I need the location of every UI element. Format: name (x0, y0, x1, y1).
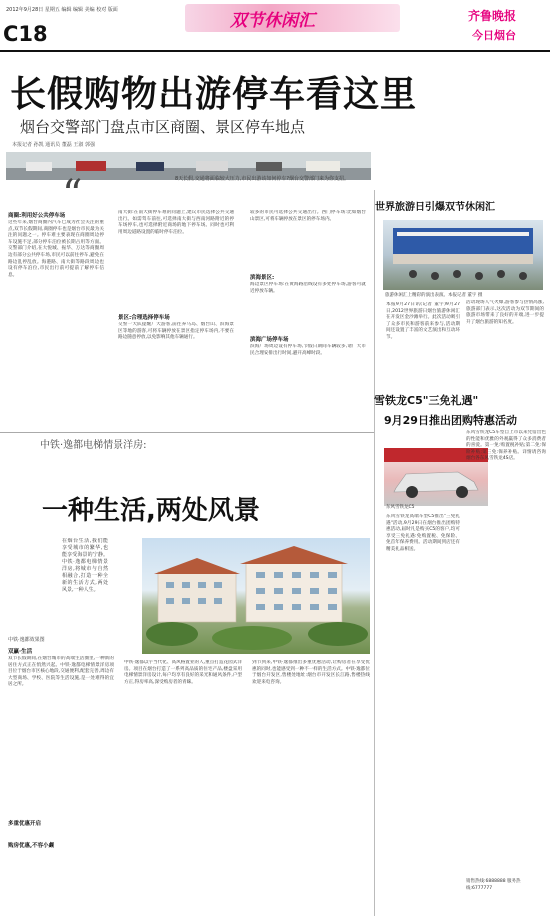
article-column-2 (118, 210, 234, 426)
article2-column-2: 中铁·逸都以宇当代化、高风格置业的人,重点打造花园式洋房。项目在烟台打造了一系列高品质的住宅产品,楼盘采用电梯情景洋房设计,每户均享有良好的采光和通风条件,户型方正,得房率高,深受购房者的青睐。 (124, 660, 242, 685)
column-text: 双节长假期间,在烟台城市的高端生活圈里,一种新的居住方式正在悄然兴起。中铁·逸都电梯情景洋房项目位于烟台市区核心地段,交通便利,配套完善,周边有大型商场、学校、医院等生活设施,是一处难得的宜居之所。 (8, 656, 114, 688)
article2-column-3: 到节到来,中铁·逸都推出多重优惠活动,让购房者在享受优惠的同时,也能感受到一种不一样的生活方式。中铁·逸都位于烟台开发区,售楼处地址:烟台市开发区长江路,售楼热线欢迎来电咨询。 (252, 660, 370, 685)
article-column-3 (250, 210, 366, 424)
building-caption: 中铁·逸都效果图 (8, 637, 45, 643)
right-headline-1: 世界旅游日引爆双节休闲汇 (375, 202, 495, 213)
masthead-subtitle: 今日烟台 (472, 29, 516, 42)
column-text: 这些年来,烟台商圈内汽车已成为社会关注的重点,双节长假期间,商圈停车也是烟台市民最为关注的问题之一。停车难主要表现在商圈周边停车设施不足,部分停车泊位被长期占用等方面。交警部门介绍,在大悦城、振华、万达等商圈周边有部分公共停车场,市民可以前往停车,避免在路边乱停乱放。海港路、南大街等路段周边也设有停车泊位,市民出行前可提前了解停车信息。 (8, 220, 104, 278)
section-subhead: 滨海景区: (250, 275, 275, 281)
byline: 本报记者 孙凯 通讯员 董磊 王淑 郭强 (12, 142, 95, 148)
quote-mark-icon: “ (62, 172, 83, 218)
column-text: 较多的市民可选择公共交通出行。西门停车场:比如烟台山景区,可将车辆停放在景区的停车场内。 (250, 210, 366, 222)
section-subhead: 购房优惠,不容小觑 (8, 843, 55, 849)
main-subhead: 烟台交警部门盘点市区商圈、景区停车地点 (20, 118, 306, 136)
article2-headline: 一种生活,两处风景 (42, 496, 260, 526)
section-subhead: 双赢·生活 (8, 649, 33, 655)
section-divider (0, 432, 375, 433)
tourism-photo-caption: 旅游休闲汇上精彩的演出表演。本报记者 董宇 摄 (385, 293, 483, 298)
page-number: C18 (3, 22, 48, 46)
building-rendering-photo (142, 538, 370, 654)
right-column-text-3: 东风雪铁龙高端车型C5推出"三免礼遇"活动,9月29日在烟台推出团购特惠活动,届时凡是购买C5的客户,均可享受三免礼遇:免购置税、免保险、免首年保养费用。活动期间到店还有精美礼品相送。 (386, 514, 460, 552)
column-text: 南大街:在南大街停车难的问题上,建议市民选择公共交通出行。如需驾车前往,可选择南大街与西南河路附近的停车场停车,也可选择附近商场的地下停车场。同时也可利用周边道路设置的临时停车泊位。 (118, 210, 234, 235)
right-column-rule (374, 190, 375, 916)
section-subhead: 多重优惠开启 (8, 821, 42, 827)
right-column-text-2: 活动现场人气火爆,游客参与热情高涨,旅游部门表示,这次活动为双节期间的旅游市场带来了良好的开端,进一步提升了烟台旅游的知名度。 (466, 300, 544, 325)
banner-title: 双节休闲汇 (230, 11, 315, 31)
right-headline-2: 雪铁龙C5"三免礼遇" (374, 394, 479, 407)
main-headline: 长假购物出游停车看这里 (10, 74, 418, 115)
photo-caption: 8天长假,交通将面临较大压力,市民出游该如何停车?烟台交警部门来为你支招。 (175, 176, 350, 182)
masthead-logo: 齐鲁晚报 (468, 9, 517, 23)
tourism-event-photo (383, 220, 543, 290)
section-subhead: 景区:合理选择停车场 (118, 315, 170, 321)
column-text: 海边景区停车场:在黄海路沿线设有多处停车场,游客可就近停放车辆。 (250, 282, 366, 294)
right-column-text-4: 东风雪铁龙C5车型自上市以来凭借出色的性能和优雅的外观赢得了众多消费者的喜爱。第一免:购置税补贴;第二免:保险补贴;第三免:保养补贴。详情请咨询烟台各东风雪铁龙4S店。 (466, 430, 546, 462)
right-column-text-1: 本报9月27日讯(记者 董宇)9月27日,2012世界旅游日烟台旅游休闲汇在开发区金沙滩举行。此次活动吸引了众多市民和游客前来参与,活动期间还设置了丰富的文艺演出和互动环节。 (386, 302, 460, 340)
stage-illustration (383, 220, 543, 290)
right-headline-3: 9月29日推出团购特惠活动 (384, 414, 517, 427)
column-text: 滨海广场周边设有停车场,节假日期间车辆较多,请广大市民合理安排出行时间,避开高峰时段。 (250, 344, 366, 356)
section-subhead: 商圈:利用好公共停车场 (8, 213, 66, 219)
date-line: 2012年9月28日 星期五 编辑 编辑 美编 校对 版面 (6, 7, 118, 13)
column-text: 交警一大队提醒广大游客,前往养马岛、烟台山、滨海景区等地的游客,可将车辆停放在景区指定停车场内,不要在路边随意停放,以免影响其他车辆通行。 (118, 322, 234, 341)
car-photo-caption: 东风雪铁龙C5 (386, 505, 415, 510)
article2-column-1 (8, 648, 114, 850)
section-subhead: 滨海广场停车场 (250, 337, 289, 343)
article2-kicker: 中铁·逸都电梯情景洋房: (40, 440, 147, 451)
top-rule (0, 50, 550, 52)
contact-info: 销售热线:6888888 服务热线:6777777 (466, 879, 521, 891)
article2-deck: 在烟台生活,我们能享受城市的繁华,也能享受海景的宁静。中铁·逸都电梯情景洋房,将城市与自然相融合,打造一种全新的生活方式,两处风景,一种人生。 (62, 538, 108, 593)
building-illustration (142, 538, 370, 654)
article-column-1 (8, 212, 104, 425)
